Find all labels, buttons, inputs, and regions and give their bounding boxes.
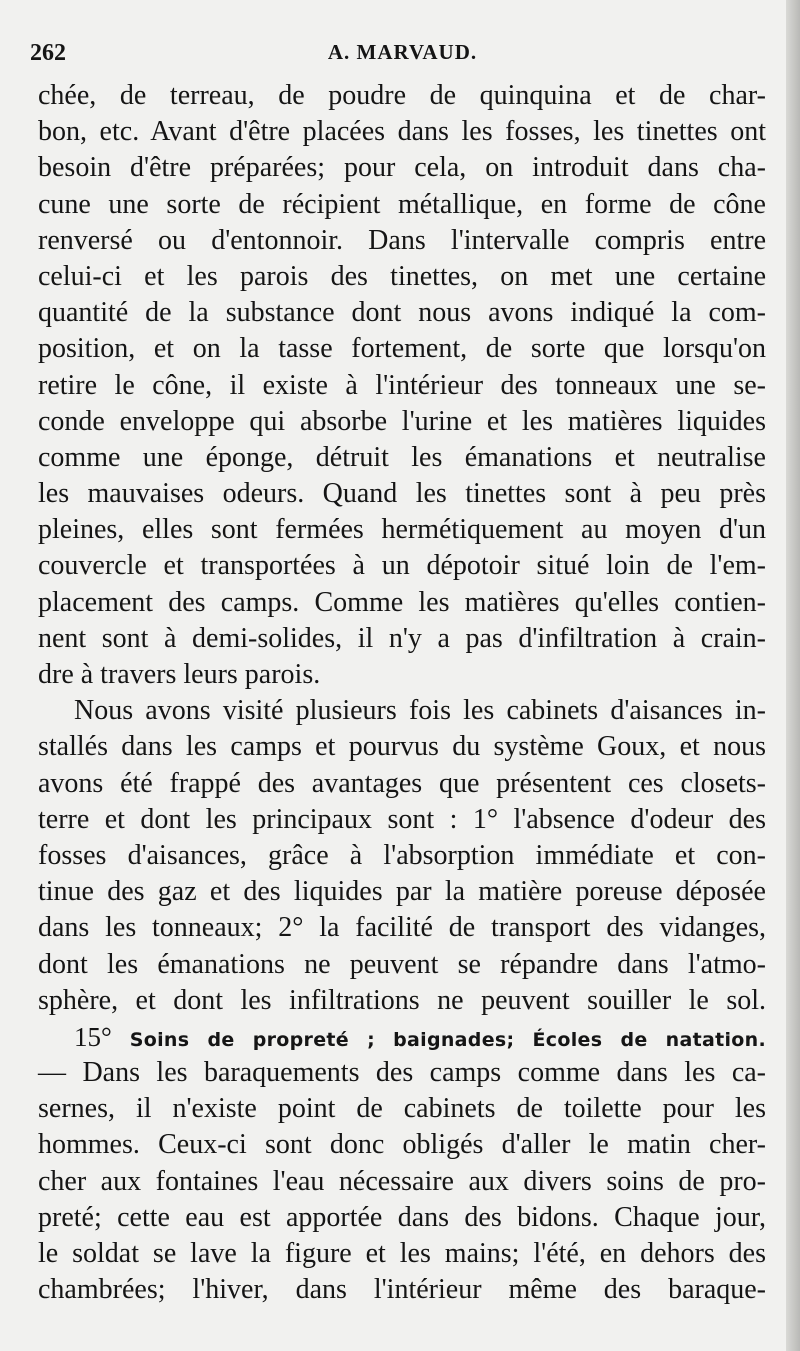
text-line: conde enveloppe qui absorbe l'urine et les matières liquides [38, 405, 766, 437]
text-line: placement des camps. Comme les matières qu'elles contien- [38, 586, 766, 618]
text-line: chambrées; l'hiver, dans l'intérieur même des baraque- [38, 1274, 766, 1306]
text-line: hommes. Ceux-ci sont donc obligés d'aller le matin cher- [38, 1129, 766, 1161]
text-line: les mauvaises odeurs. Quand les tinettes sont à peu près [38, 478, 766, 510]
text-line: sernes, il n'existe point de cabinets de toilette pour les [38, 1093, 766, 1125]
text-line: nent sont à demi-solides, il n'y a pas d'infiltration à crain- [38, 622, 766, 654]
text-line: pleines, elles sont fermées hermétiquement au moyen d'un [38, 514, 766, 546]
text-line: le soldat se lave la figure et les mains; l'été, en dehors des [38, 1238, 766, 1269]
text-line: dans les tonneaux; 2° la facilité de transport des vidanges, [38, 912, 766, 944]
text-line: quantité de la substance dont nous avons indiqué la com- [38, 297, 766, 329]
text-line: celui-ci et les parois des tinettes, on met une certaine [38, 260, 766, 292]
text-line: dont les émanations ne peuvent se répandre dans l'atmo- [38, 948, 766, 980]
text-line: chée, de terreau, de poudre de quinquina et de char- [38, 80, 766, 111]
text-line: cune une sorte de récipient métallique, en forme de cône [38, 188, 766, 220]
paragraph-end-line: dre à travers leurs parois. [38, 659, 321, 690]
section-heading [38, 1019, 766, 1055]
text-line: besoin d'être préparées; pour cela, on introduit dans cha- [38, 152, 766, 184]
text-line: avons été frappé des avantages que présentent ces closets- [38, 767, 766, 799]
text-line: — Dans les baraquements des camps comme dans les ca- [38, 1057, 766, 1089]
paragraph-start-line: Nous avons visité plusieurs fois les cabinets d'aisances in- [74, 695, 766, 727]
section-number: 15° [74, 1021, 112, 1052]
text-line: stallés dans les camps et pourvus du système Goux, et nous [38, 731, 766, 763]
text-line: comme une éponge, détruit les émanations et neutralise [38, 441, 766, 473]
text-line: fosses d'aisances, grâce à l'absorption immédiate et con- [38, 839, 766, 871]
text-line: bon, etc. Avant d'être placées dans les fosses, les tinettes ont [38, 116, 766, 148]
text-line: preté; cette eau est apportée dans des bidons. Chaque jour, [38, 1201, 766, 1233]
page-number: 262 [30, 40, 66, 66]
text-line: renversé ou d'entonnoir. Dans l'intervalle compris entre [38, 224, 766, 256]
text-line: position, et on la tasse fortement, de sorte que lorsqu'on [38, 333, 766, 365]
running-title: A. MARVAUD. [327, 40, 478, 64]
text-line: sphère, et dont les infiltrations ne peuvent souiller le sol. [38, 984, 766, 1016]
text-line: terre et dont les principaux sont : 1° l'absence d'odeur des [38, 803, 766, 835]
section-title: Soins de propreté ; baignades; Écoles de natation. [129, 1028, 767, 1051]
text-line: retire le cône, il existe à l'intérieur des tonneaux une se- [38, 369, 766, 401]
body-text [38, 78, 766, 1308]
text-line: tinue des gaz et des liquides par la matière poreuse déposée [38, 876, 766, 908]
page-edge-shadow [786, 0, 800, 1351]
page-header [30, 40, 775, 76]
text-line: cher aux fontaines l'eau nécessaire aux divers soins de pro- [38, 1165, 766, 1197]
text-line: couvercle et transportées à un dépotoir situé loin de l'em- [38, 550, 766, 582]
